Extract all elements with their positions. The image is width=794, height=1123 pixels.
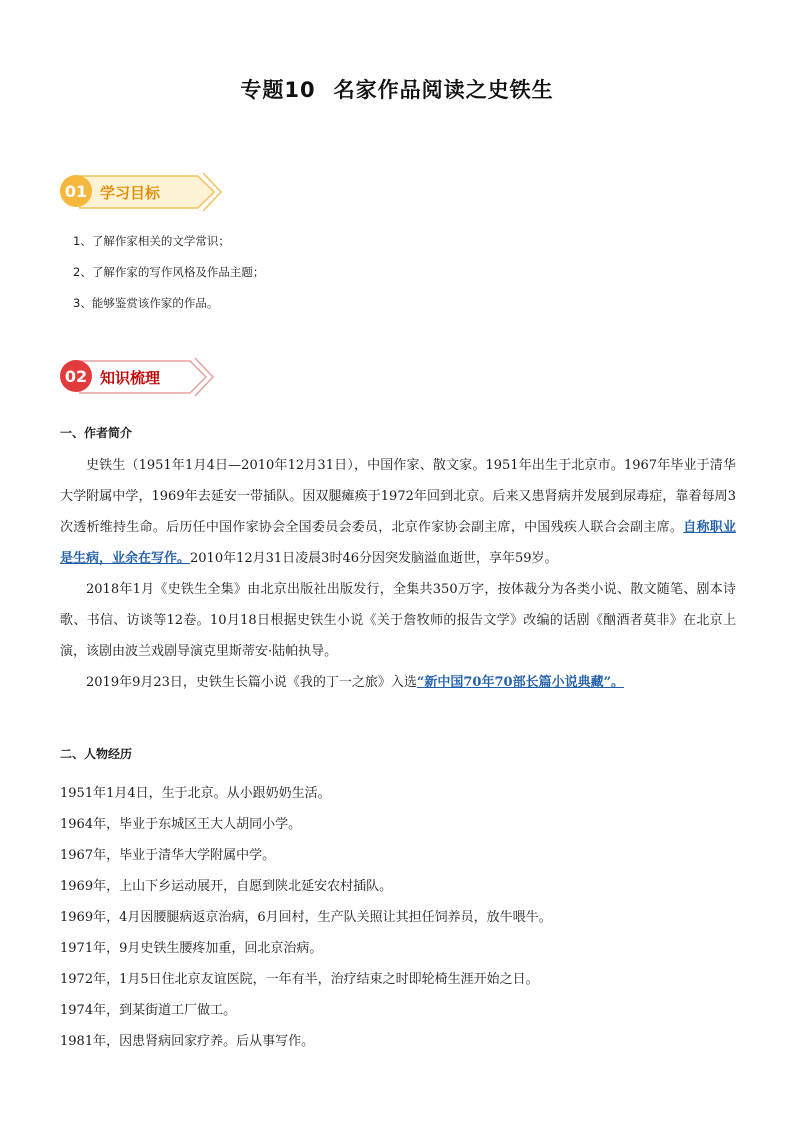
- section-heading-experience: 二、人物经历: [60, 747, 133, 761]
- page-title: [0, 74, 794, 104]
- bio-text: 史铁生（1951年1月4日—2010年12月31日），中国作家、散文家。1951年出生于北京市。1967年毕业于清华大学附属中学，1969年去延安一带插队。因双腿瘫痪于1972年回到北京。后来又患肾病并发展到尿毒症，靠着每周3次透析维持生命。后历任中国作家协会全国委员会委员，北京作家协会副主席，中国残疾人联合会副主席。: [60, 458, 736, 535]
- topic-number: 专题10: [240, 78, 316, 102]
- goal-item: 3、能够鉴赏该作家的作品。: [73, 296, 219, 310]
- timeline-item: 1969年，上山下乡运动展开，自愿到陕北延安农村插队。: [60, 879, 393, 894]
- goal-item: 2、了解作家的写作风格及作品主题；: [73, 265, 265, 279]
- section-label: 学习目标: [100, 184, 161, 202]
- timeline-item: 1964年，毕业于东城区王大人胡同小学。: [60, 817, 302, 832]
- timeline-item: 1971年，9月史铁生腰疼加重，回北京治病。: [60, 941, 323, 956]
- learning-goals-banner: [60, 173, 210, 211]
- bio-highlight: 自称职业是生病，业余在写作。: [60, 520, 736, 566]
- goal-item: 1、了解作家相关的文学常识；: [73, 234, 230, 248]
- timeline-item: 1969年，4月因腰腿病返京治病，6月回村，生产队关照让其担任饲养员，放牛喂牛。: [60, 910, 552, 925]
- bio-tail: 2010年12月31日凌晨3时46分因突发脑溢血逝世，享年59岁。: [190, 551, 558, 566]
- timeline-item: 1974年，到某街道工厂做工。: [60, 1003, 237, 1018]
- section-heading-author: 一、作者简介: [60, 426, 133, 440]
- section-number-badge: 02: [60, 360, 92, 392]
- topic-name: 名家作品阅读之史铁生: [333, 78, 554, 102]
- section-number-badge: 01: [60, 175, 92, 207]
- timeline-item: 1967年，毕业于清华大学附属中学。: [60, 848, 276, 863]
- timeline-item: 1951年1月4日，生于北京。从小跟奶奶生活。: [60, 786, 331, 801]
- author-bio-paragraph: [60, 450, 736, 574]
- award-paragraph: [60, 667, 736, 698]
- timeline-item: 1981年，因患肾病回家疗养。后从事写作。: [60, 1034, 315, 1049]
- award-highlight: “新中国70年70部长篇小说典藏”。: [416, 675, 625, 690]
- timeline-item: 1972年，1月5日住北京友谊医院，一年有半，治疗结束之时即轮椅生涯开始之日。: [60, 972, 539, 987]
- knowledge-review-banner: [60, 358, 210, 396]
- section-label: 知识梳理: [100, 369, 161, 387]
- works-paragraph: 2018年1月《史铁生全集》由北京出版社出版发行，全集共350万字，按体裁分为各类小说、散文随笔、剧本诗歌、书信、访谈等12卷。10月18日根据史铁生小说《关于詹牧师的报告文学》改编的话剧《酗酒者莫非》在北京上演，该剧由波兰戏剧导演克里斯蒂安·陆帕执导。: [60, 582, 736, 659]
- award-text: 2019年9月23日，史铁生长篇小说《我的丁一之旅》入选: [86, 675, 417, 690]
